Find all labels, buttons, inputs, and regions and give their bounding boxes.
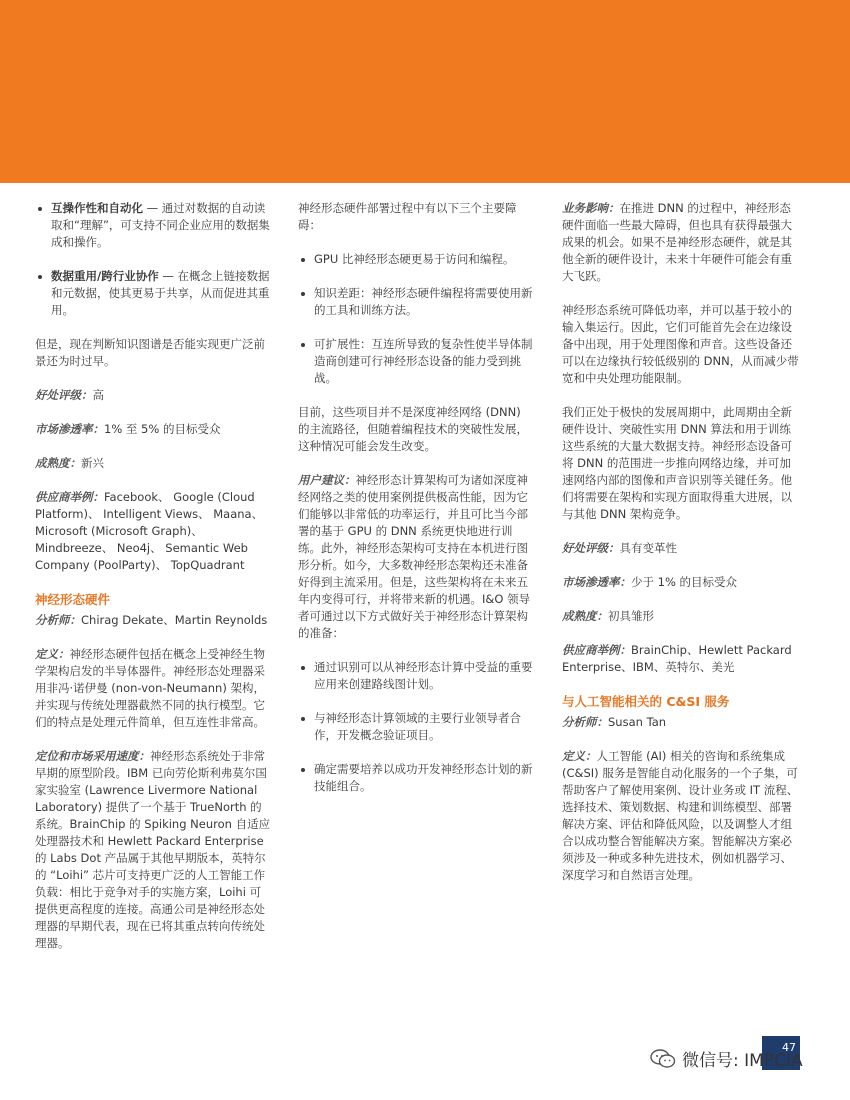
maturity: [562, 608, 800, 625]
position-text: 神经形态系统处于非常早期的原型阶段。IBM 已向劳伦斯利弗莫尔国家实验室 (Lawrence Livermore National Laboratory) 提供了一个基于 TrueNorth 的系统。BrainChip 的 Spiking Neuron 自适应处理器技术和 Hewlett Packard Enterprise 的 Labs Dot 产品属于其他早期版本，英特尔的 “Loihi” 芯片可支持更广泛的人工智能工作负载：相比于竞争对手的实施方案，Loihi 可提供更高程度的连接。高通公司是神经形态处理器的早期代表，现在已将其重点转向传统处理器。: [35, 749, 271, 950]
maturity-label: 成熟度：: [35, 456, 81, 470]
maturity: [35, 455, 271, 472]
wechat-icon: [650, 1049, 676, 1069]
vendors-label: 供应商举例：: [35, 490, 104, 504]
analyst-label: 分析师：: [562, 715, 608, 729]
page-number: 47: [782, 1041, 796, 1054]
definition-text: 神经形态硬件包括在概念上受神经生物学架构启发的半导体器件。神经形态处理器采用非冯·诺伊曼 (non-von-Neumann) 架构，并实现与传统处理器截然不同的执行模型。它们的特点是处理元件简单，但互连性非常高。: [35, 647, 265, 729]
advice-text: 神经形态计算架构可为诸如深度神经网络之类的使用案例提供极高性能，因为它们能够以非常低的功率运行，并且可比当今部署的基于 GPU 的 DNN 系统更快地进行训练。此外，神经形态架构可支持在本机进行图形分析。如今，大多数神经形态架构还未准备好得到主流采用。但是，这些架构将在未来五年内变得可行，并将带来新的机遇。I&O 领导者可通过以下方式做好关于神经形态计算架构的准备：: [298, 473, 531, 640]
penetration-value: 少于 1% 的目标受众: [631, 575, 738, 589]
vendors-label: 供应商举例：: [562, 643, 631, 657]
analyst-value: Susan Tan: [608, 715, 667, 729]
list-item: 确定需要培养以成功开发神经形态计划的新技能组合。: [298, 761, 534, 795]
header-banner: [0, 0, 850, 183]
bullet-term: 数据重用/跨行业协作: [51, 269, 159, 283]
impact-text: 在推进 DNN 的过程中，神经形态硬件面临一些最大障碍，但也具有获得最强大成果的机会。如果不是神经形态硬件，就是其他全新的硬件设计，未来十年硬件可能会有重大飞跃。: [562, 201, 792, 283]
definition: [35, 646, 271, 731]
bullet-text: — 通过对数据的自动读取和“理解”，可支持不同企业应用的数据集成和操作。: [51, 201, 270, 249]
analyst: [35, 612, 271, 629]
business-impact: [562, 200, 800, 285]
bullet-term: 互操作性和自动化: [51, 201, 143, 215]
penetration-label: 市场渗透率：: [35, 422, 104, 436]
benefit-label: 好处评级：: [562, 541, 620, 555]
paragraph: 但是，现在判断知识图谱是否能实现更广泛前景还为时过早。: [35, 337, 265, 368]
maturity-value: 新兴: [81, 456, 104, 470]
list-item: [35, 268, 271, 319]
position-label: 定位和市场采用速度：: [35, 749, 150, 763]
analyst-value: Chirag Dekate、Martin Reynolds: [81, 613, 268, 627]
advice-label: 用户建议：: [298, 473, 356, 487]
paragraph: 神经形态硬件部署过程中有以下三个主要障碍：: [298, 201, 517, 232]
watermark: [650, 1046, 803, 1071]
definition-label: 定义：: [562, 749, 597, 763]
section-title: 与人工智能相关的 C&SI 服务: [562, 694, 730, 709]
user-advice: [298, 472, 534, 642]
list-item: 与神经形态计算领域的主要行业领导者合作，开发概念验证项目。: [298, 710, 534, 744]
bullet-text: — 在概念上链接数据和元数据，使其更易于共享，从而促进其重用。: [51, 269, 270, 317]
benefit-value: 高: [92, 388, 104, 402]
vendor-examples: [35, 489, 271, 574]
watermark-text: 微信号: IMPCIA: [682, 1051, 803, 1071]
benefit-rating: [35, 387, 271, 404]
vendors-value: Facebook、 Google (Cloud Platform)、 Intelligent Views、 Maana、 Microsoft (Microsoft Graph)、 Mindbreeze、 Neo4j、 Semantic Web Company (PoolParty)、 TopQuadrant: [35, 490, 264, 572]
list-item: 可扩展性：互连所导致的复杂性使半导体制造商创建可行神经形态设备的能力受到挑战。: [298, 336, 534, 387]
definition-text: 人工智能 (AI) 相关的咨询和系统集成 (C&SI) 服务是智能自动化服务的一个子集，可帮助客户了解使用案例、设计业务或 IT 流程、选择技术、策划数据、构建和训练模型、部署解决方案、评估和降低风险，以及调整人才组合以成功整合智能解决方案。智能解决方案必须涉及一种或多种先进技术，例如机器学习、深度学习和自然语言处理。: [562, 749, 799, 882]
list-item: [35, 200, 271, 251]
benefit-value: 具有变革性: [619, 541, 677, 555]
penetration-label: 市场渗透率：: [562, 575, 631, 589]
vendor-examples: [562, 642, 800, 676]
market-penetration: [562, 574, 800, 591]
list-item: 通过识别可以从神经形态计算中受益的重要应用来创建路线图计划。: [298, 659, 534, 693]
definition-label: 定义：: [35, 647, 70, 661]
vendors-value: BrainChip、Hewlett Packard Enterprise、IBM、英特尔、美光: [562, 643, 792, 674]
paragraph: 目前，这些项目并不是深度神经网络 (DNN) 的主流路径，但随着编程技术的突破性发展，这种情况可能会发生改变。: [298, 405, 528, 453]
analyst-label: 分析师：: [35, 613, 81, 627]
benefit-list: [35, 200, 271, 319]
maturity-value: 初具雏形: [608, 609, 654, 623]
list-item: 知识差距：神经形态硬件编程将需要使用新的工具和训练方法。: [298, 285, 534, 319]
column-middle: [298, 200, 534, 812]
market-penetration: [35, 421, 271, 438]
penetration-value: 1% 至 5% 的目标受众: [104, 422, 221, 436]
section-title: 神经形态硬件: [35, 592, 111, 607]
list-item: GPU 比神经形态硬更易于访问和编程。: [298, 251, 534, 268]
paragraph: 我们正处于极快的发展周期中，此周期由全新硬件设计、突破性实用 DNN 算法和用于训练这些系统的大量大数据支持。神经形态设备可将 DNN 的范围进一步推向网络边缘，并可加速网络内部的图像和声音识别等关键任务。他们将需要在架构和实现方面取得重大进展，以与其他 DNN 架构竞争。: [562, 405, 792, 521]
maturity-label: 成熟度：: [562, 609, 608, 623]
benefit-rating: [562, 540, 800, 557]
analyst: [562, 714, 800, 731]
definition: [562, 748, 800, 884]
column-right: [562, 200, 800, 901]
obstacle-list: [298, 251, 534, 387]
benefit-label: 好处评级：: [35, 388, 93, 402]
position-adoption: [35, 748, 271, 952]
impact-label: 业务影响：: [562, 201, 620, 215]
column-left: [35, 200, 271, 969]
paragraph: 神经形态系统可降低功率，并可以基于较小的输入集运行。因此，它们可能首先会在边缘设备中出现，用于处理图像和声音。这些设备还可以在边缘执行较低级别的 DNN，从而减少带宽和中央处理功能限制。: [562, 303, 799, 385]
action-list: [298, 659, 534, 795]
